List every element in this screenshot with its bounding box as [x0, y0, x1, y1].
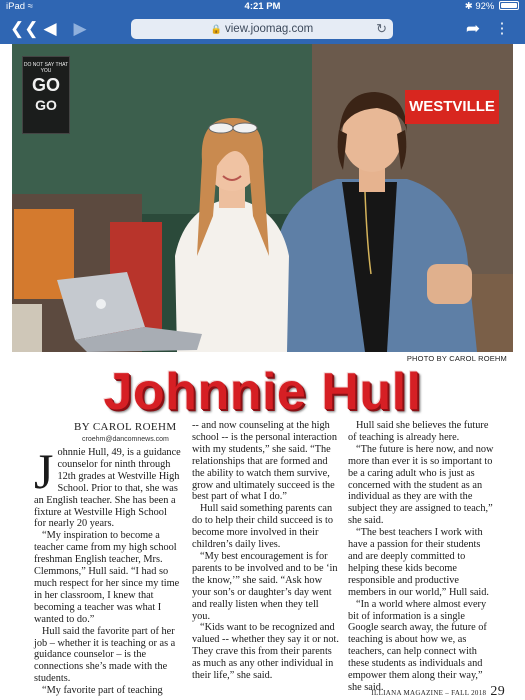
- article-column-3: [348, 420, 495, 694]
- laptop: [57, 272, 202, 352]
- battery-icon: [499, 1, 519, 10]
- drop-cap: J: [34, 443, 54, 499]
- wifi-icon: ≈: [27, 1, 33, 12]
- page-number: 29: [490, 684, 505, 699]
- poster-big-text-2: GO: [35, 97, 57, 113]
- url-text: view.joomag.com: [225, 23, 314, 35]
- article-column-1: [34, 443, 181, 697]
- paragraph: “My inspiration to become a teacher came from my high school freshman English teacher, Mrs. Clemmons,” Hull said. “I had so much respect for her since my time in her classroom, I knew that becoming a teacher was what I wanted to do.”: [34, 530, 180, 625]
- status-time: 4:21 PM: [244, 1, 281, 12]
- article-photo: [12, 44, 513, 352]
- poster-big-text: GO: [31, 75, 60, 95]
- back-icon[interactable]: ◀: [43, 19, 57, 38]
- paragraph: Hull said something parents can do to help their child succeed is to become more involved in their children’s daily lives.: [192, 503, 333, 551]
- more-icon[interactable]: ⋮: [494, 20, 510, 37]
- paragraph: “Kids want to be recognized and valued -- whether they say it or not. They crave this from their parents as much as any other individual in their life,” she said.: [192, 622, 339, 682]
- section-badge: WESTVILLE: [405, 90, 499, 124]
- reload-icon[interactable]: ↻: [376, 21, 387, 36]
- article-byline: BY CAROL ROEHM: [74, 421, 177, 433]
- photo-credit: PHOTO BY CAROL ROEHM: [406, 354, 507, 363]
- article-column-2: [192, 420, 339, 682]
- paragraph: “My best encouragement is for parents to be involved and to be ‘in the know,’” she said. “Ask how your son’s or daughter’s day went and really listen when they tell you.: [192, 550, 338, 622]
- poster-small-text: DO NOT SAY THAT YOU: [23, 62, 69, 74]
- paragraph: -- and now counseling at the high school -- is the personal interaction with my students,” she said. “The relationships that are formed and the ability to watch them survive, grow and ultimately succeed is the best part of what I do.”: [192, 420, 337, 503]
- paragraph: “In a world where almost every bit of information is a single Google search away, the future of teaching is about how we, as teachers, can help connect with these students as individuals and empower them along their way,” she said.: [348, 598, 487, 693]
- paragraph: “My favorite part of teaching: [42, 685, 163, 697]
- forward-icon[interactable]: ▶: [73, 19, 87, 38]
- classroom-fridge: [12, 304, 42, 352]
- status-right: [465, 1, 519, 12]
- tabs-icon[interactable]: ❮❮: [10, 19, 39, 38]
- status-bar: [0, 0, 525, 14]
- magazine-page: [12, 44, 513, 700]
- paragraph: Hull said the favorite part of her job – whether it is teaching or as a guidance counselor – is the connections she’s made with the students.: [34, 625, 176, 685]
- classroom-poster: [22, 56, 70, 134]
- article-headline: Johnnie Hull: [103, 363, 422, 421]
- paragraph: “The future is here now, and now more than ever it is so important to be a caring adult who is just as concerned with the student as an individual as they are with the subject they are assigned to teach,” she said.: [348, 443, 494, 527]
- device-name: iPad: [6, 1, 26, 12]
- browser-toolbar: [0, 14, 525, 44]
- share-icon[interactable]: ➦: [465, 19, 481, 38]
- byline-email: croehm@dancomnews.com: [82, 436, 169, 443]
- lock-icon: 🔒: [210, 24, 222, 34]
- battery-percent: 92%: [475, 1, 495, 12]
- paragraph: Hull said she believes the future of teaching is already here.: [348, 420, 489, 443]
- magazine-issue: ILLIANA MAGAZINE – FALL 2018: [371, 689, 487, 697]
- bluetooth-icon: ✱: [464, 1, 473, 12]
- paragraph: “The best teachers I work with have a passion for their students and are deeply committed to helping these kids become responsible and productive members in our world,” Hull said.: [348, 527, 489, 598]
- page-footer: [371, 684, 505, 700]
- paragraph: ohnnie Hull, 49, is a guidance counselor for ninth through 12th grades at Westville High School. Prior to that, she was an English teacher. She has been a fixture at Westville High School for nearly 20 years.: [34, 447, 181, 530]
- url-bar[interactable]: [131, 19, 393, 39]
